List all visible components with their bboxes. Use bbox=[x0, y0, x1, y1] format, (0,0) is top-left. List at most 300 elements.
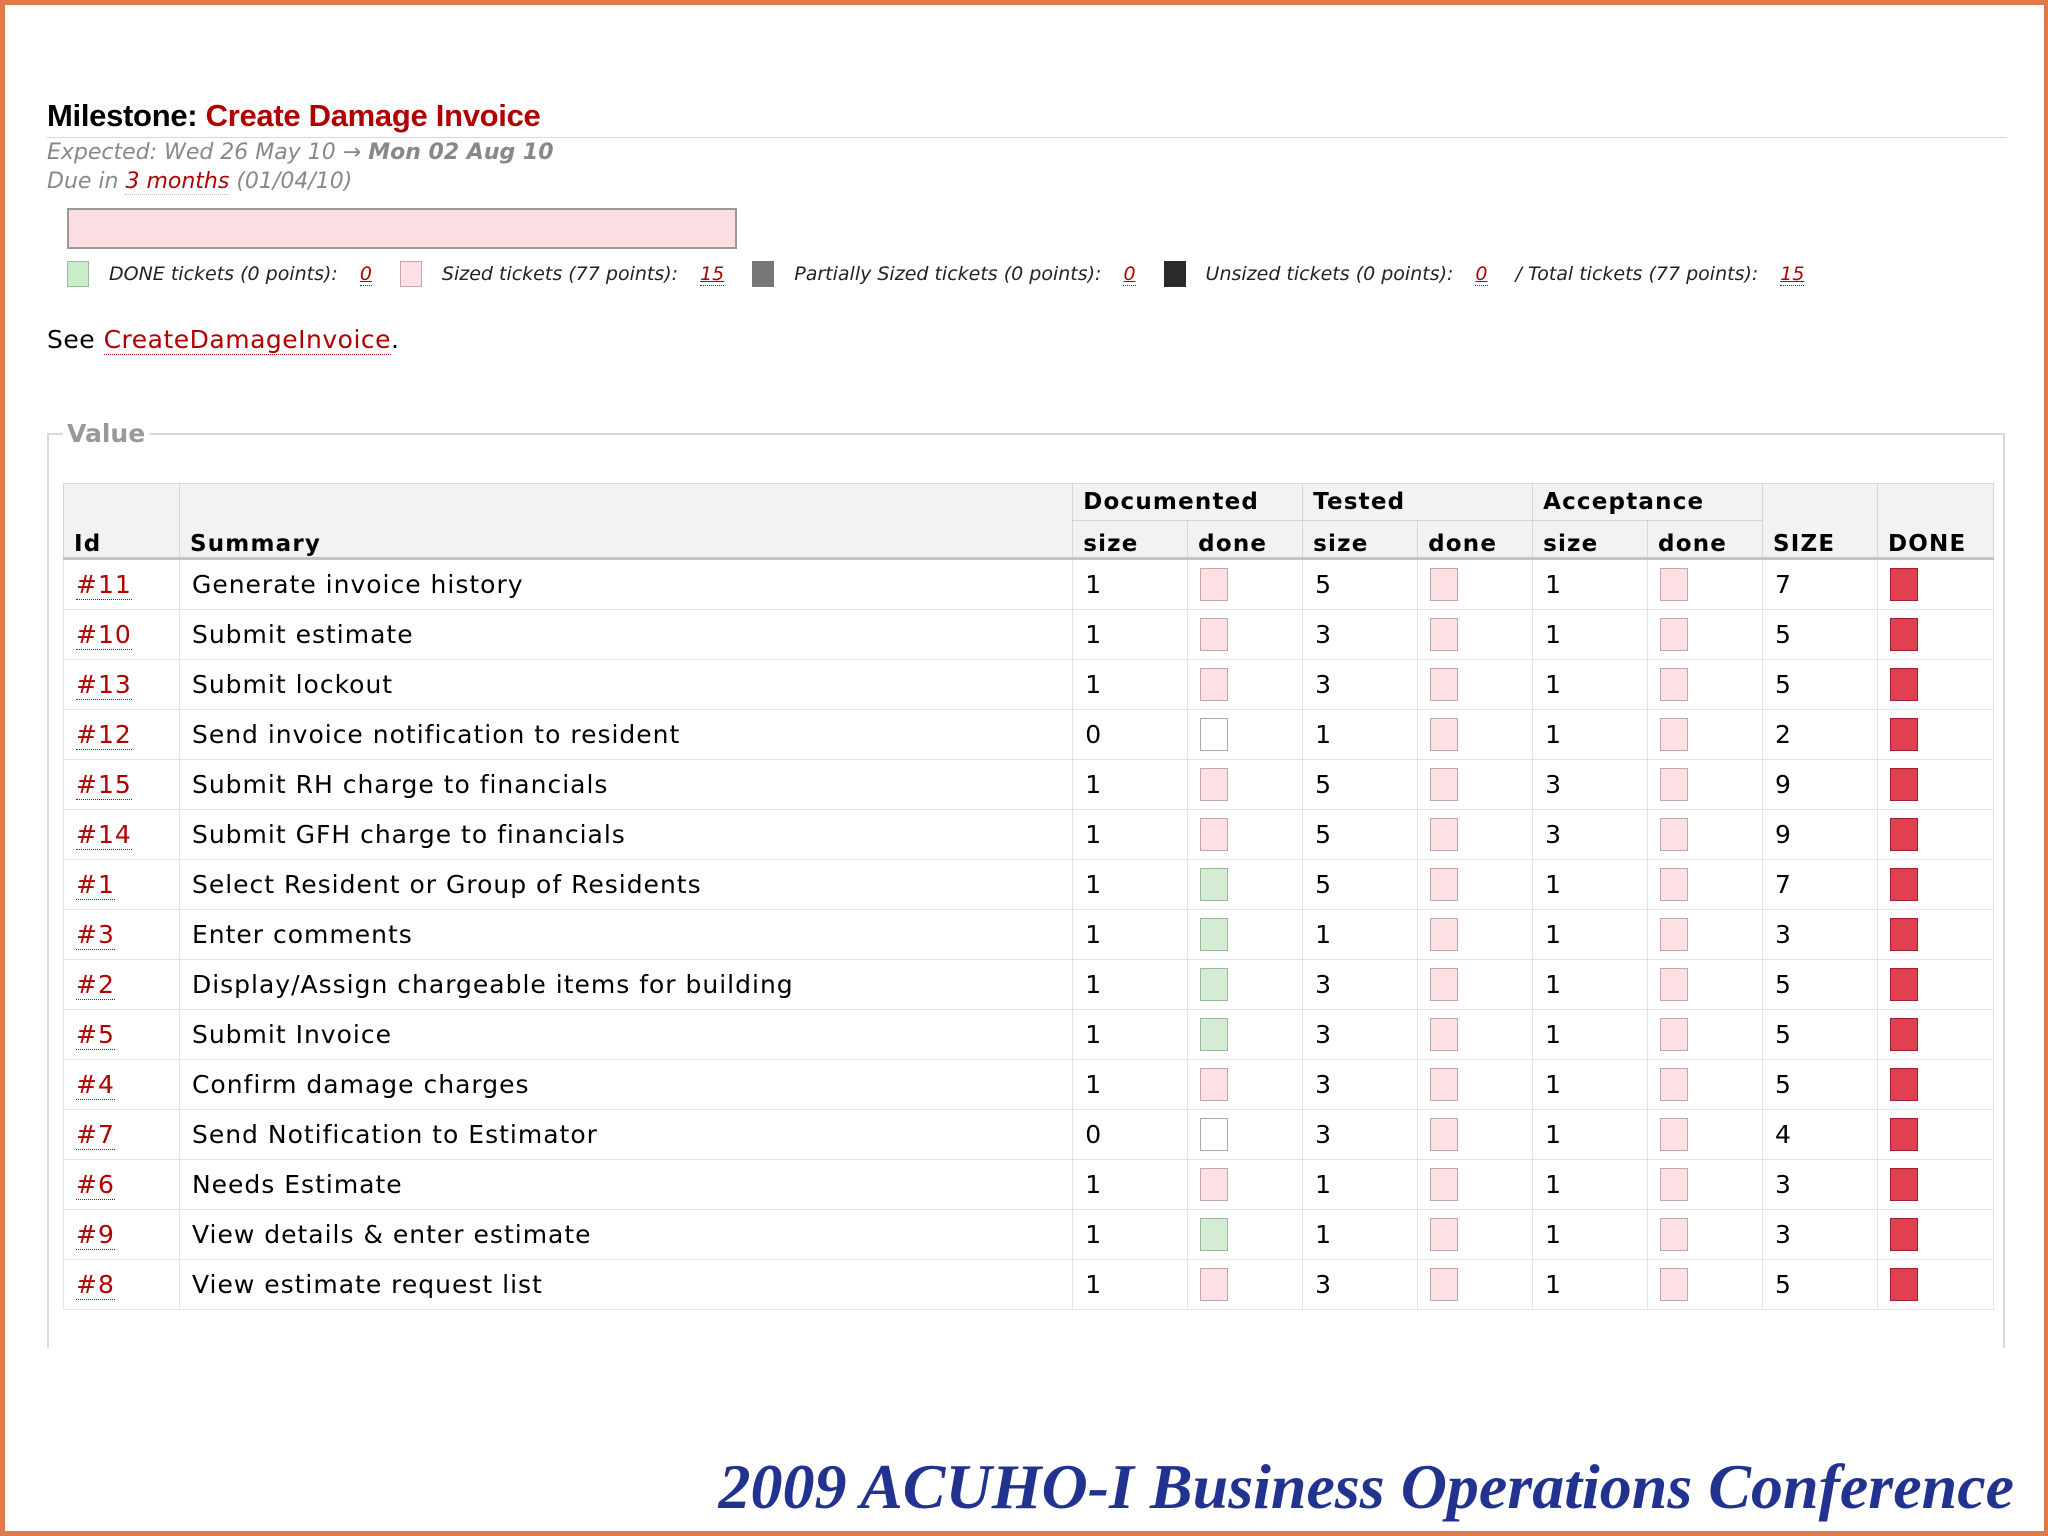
table-row bbox=[64, 610, 1994, 660]
header-id-top bbox=[64, 484, 180, 521]
acceptance-size: 1 bbox=[1545, 1070, 1562, 1099]
acceptance-size-cell bbox=[1533, 1160, 1648, 1210]
documented-done-checkbox-cell bbox=[1188, 760, 1303, 810]
documented-done-checkbox-cell bbox=[1188, 710, 1303, 760]
ticket-summary-cell bbox=[179, 660, 1072, 710]
tested-done-checkbox[interactable] bbox=[1430, 968, 1458, 1001]
tested-size: 3 bbox=[1315, 620, 1333, 649]
documented-done-checkbox-cell bbox=[1188, 660, 1303, 710]
acceptance-size: 1 bbox=[1545, 970, 1562, 999]
documented-done-checkbox-cell bbox=[1188, 610, 1303, 660]
table-row bbox=[64, 910, 1994, 960]
tickets-table-body bbox=[64, 559, 1994, 1310]
total-size-cell bbox=[1763, 810, 1878, 860]
documented-done-checkbox[interactable] bbox=[1200, 568, 1228, 601]
total-done-checkbox[interactable] bbox=[1890, 568, 1918, 601]
tested-done-checkbox[interactable] bbox=[1430, 718, 1458, 751]
tested-size-cell bbox=[1303, 559, 1418, 610]
total-done-checkbox[interactable] bbox=[1890, 618, 1918, 651]
acceptance-size: 1 bbox=[1545, 620, 1562, 649]
ticket-id-link[interactable]: #15 bbox=[76, 770, 132, 799]
expected-start: Wed 26 May 10 bbox=[164, 140, 336, 165]
tested-done-checkbox-cell bbox=[1418, 910, 1533, 960]
header-size-top bbox=[1763, 484, 1878, 521]
total-done-checkbox[interactable] bbox=[1890, 1268, 1918, 1301]
ticket-summary: Select Resident or Group of Residents bbox=[191, 870, 702, 899]
ticket-summary-cell bbox=[179, 710, 1072, 760]
acceptance-size-cell bbox=[1533, 660, 1648, 710]
total-size: 9 bbox=[1775, 770, 1792, 799]
tested-done-checkbox-cell bbox=[1418, 1060, 1533, 1110]
acceptance-done-checkbox[interactable] bbox=[1660, 1168, 1688, 1201]
tested-size: 3 bbox=[1315, 670, 1333, 699]
acceptance-done-checkbox[interactable] bbox=[1660, 668, 1688, 701]
total-done-checkbox[interactable] bbox=[1890, 768, 1918, 801]
total-done-checkbox-cell bbox=[1877, 1160, 1993, 1210]
tested-done-checkbox[interactable] bbox=[1430, 1068, 1458, 1101]
tested-size-cell bbox=[1303, 810, 1418, 860]
total-size: 5 bbox=[1775, 1070, 1792, 1099]
ticket-summary: Send Notification to Estimator bbox=[191, 1120, 598, 1149]
total-size-cell bbox=[1763, 1010, 1878, 1060]
due-link[interactable]: 3 months bbox=[125, 169, 230, 194]
table-row bbox=[64, 760, 1994, 810]
table-row bbox=[64, 1260, 1994, 1310]
acceptance-done-checkbox-cell bbox=[1648, 860, 1763, 910]
acceptance-done-checkbox[interactable] bbox=[1660, 868, 1688, 901]
ticket-summary-cell bbox=[179, 559, 1072, 610]
tested-done-checkbox-cell bbox=[1418, 1210, 1533, 1260]
ticket-summary-cell bbox=[179, 1110, 1072, 1160]
documented-done-checkbox[interactable] bbox=[1200, 868, 1228, 901]
tested-size-cell bbox=[1303, 610, 1418, 660]
table-row bbox=[64, 1110, 1994, 1160]
total-done-checkbox[interactable] bbox=[1890, 1118, 1918, 1151]
header-total-done[interactable]: DONE bbox=[1877, 521, 1993, 559]
ticket-summary: Submit lockout bbox=[191, 670, 394, 699]
documented-size-cell bbox=[1073, 1160, 1188, 1210]
documented-done-checkbox[interactable] bbox=[1200, 1268, 1228, 1301]
tested-size-cell bbox=[1303, 1010, 1418, 1060]
tested-done-checkbox-cell bbox=[1418, 1260, 1533, 1310]
total-done-checkbox[interactable] bbox=[1890, 1068, 1918, 1101]
total-done-checkbox-cell bbox=[1877, 660, 1993, 710]
acceptance-size: 3 bbox=[1545, 820, 1562, 849]
documented-size-cell bbox=[1073, 1110, 1188, 1160]
arrow-icon: → bbox=[342, 140, 362, 165]
documented-done-checkbox-cell bbox=[1188, 1210, 1303, 1260]
tested-done-checkbox[interactable] bbox=[1430, 768, 1458, 801]
acceptance-size: 1 bbox=[1545, 920, 1562, 949]
table-row bbox=[64, 960, 1994, 1010]
tested-size: 1 bbox=[1315, 920, 1333, 949]
ticket-id-link[interactable]: #7 bbox=[76, 1120, 115, 1149]
documented-done-checkbox[interactable] bbox=[1200, 1068, 1228, 1101]
tested-size-cell bbox=[1303, 710, 1418, 760]
documented-done-checkbox-cell bbox=[1188, 1110, 1303, 1160]
total-done-checkbox[interactable] bbox=[1890, 1218, 1918, 1251]
header-acceptance-size[interactable]: size bbox=[1533, 521, 1648, 559]
tested-size: 1 bbox=[1315, 720, 1333, 749]
acceptance-size: 1 bbox=[1545, 1120, 1562, 1149]
acceptance-done-checkbox[interactable] bbox=[1660, 1268, 1688, 1301]
tested-done-checkbox[interactable] bbox=[1430, 668, 1458, 701]
total-done-checkbox[interactable] bbox=[1890, 918, 1918, 951]
documented-size-cell bbox=[1073, 910, 1188, 960]
documented-size-cell bbox=[1073, 1260, 1188, 1310]
ticket-id-link-cell bbox=[64, 660, 180, 710]
total-size: 5 bbox=[1775, 970, 1792, 999]
documented-done-checkbox[interactable] bbox=[1200, 668, 1228, 701]
documented-size: 1 bbox=[1085, 670, 1103, 699]
header-summary-top bbox=[179, 484, 1072, 521]
total-done-checkbox-cell bbox=[1877, 1060, 1993, 1110]
acceptance-size-cell bbox=[1533, 910, 1648, 960]
acceptance-size-cell bbox=[1533, 760, 1648, 810]
ticket-id-link-cell bbox=[64, 1210, 180, 1260]
ticket-id-link-cell bbox=[64, 1060, 180, 1110]
acceptance-done-checkbox[interactable] bbox=[1660, 818, 1688, 851]
sized-tickets-count[interactable]: 15 bbox=[700, 262, 725, 285]
ticket-id-link[interactable]: #10 bbox=[76, 620, 132, 649]
total-size: 5 bbox=[1775, 620, 1792, 649]
acceptance-done-checkbox[interactable] bbox=[1660, 968, 1688, 1001]
total-size-cell bbox=[1763, 710, 1878, 760]
milestone-dates bbox=[47, 138, 2007, 196]
see-suffix: . bbox=[391, 325, 400, 354]
acceptance-size: 3 bbox=[1545, 770, 1562, 799]
documented-size: 1 bbox=[1085, 820, 1103, 849]
total-done-checkbox-cell bbox=[1877, 1260, 1993, 1310]
total-size: 4 bbox=[1775, 1120, 1792, 1149]
tested-done-checkbox-cell bbox=[1418, 760, 1533, 810]
ticket-id-link[interactable]: #2 bbox=[76, 970, 115, 999]
ticket-summary: Submit RH charge to financials bbox=[191, 770, 609, 799]
ticket-id-link[interactable]: #11 bbox=[76, 570, 132, 599]
tested-done-checkbox[interactable] bbox=[1430, 1118, 1458, 1151]
total-done-checkbox-cell bbox=[1877, 1210, 1993, 1260]
header-documented-done[interactable]: done bbox=[1188, 521, 1303, 559]
ticket-summary-cell bbox=[179, 1010, 1072, 1060]
milestone-header bbox=[47, 96, 2007, 138]
total-done-checkbox[interactable] bbox=[1890, 718, 1918, 751]
total-done-checkbox[interactable] bbox=[1890, 1018, 1918, 1051]
total-tickets-count[interactable]: 15 bbox=[1780, 262, 1805, 285]
documented-done-checkbox[interactable] bbox=[1200, 618, 1228, 651]
documented-size: 1 bbox=[1085, 570, 1103, 599]
tested-size: 3 bbox=[1315, 1020, 1333, 1049]
tested-size: 1 bbox=[1315, 1170, 1333, 1199]
unsized-tickets-count[interactable]: 0 bbox=[1475, 262, 1488, 285]
total-size: 9 bbox=[1775, 820, 1792, 849]
acceptance-done-checkbox[interactable] bbox=[1660, 568, 1688, 601]
acceptance-done-checkbox[interactable] bbox=[1660, 1068, 1688, 1101]
ticket-id-link-cell bbox=[64, 559, 180, 610]
total-size-cell bbox=[1763, 960, 1878, 1010]
total-size-cell bbox=[1763, 660, 1878, 710]
tested-done-checkbox-cell bbox=[1418, 610, 1533, 660]
tested-size-cell bbox=[1303, 1060, 1418, 1110]
tested-size: 3 bbox=[1315, 1070, 1333, 1099]
ticket-id-link[interactable]: #12 bbox=[76, 720, 132, 749]
milestone-title bbox=[47, 98, 540, 134]
ticket-id-link-cell bbox=[64, 610, 180, 660]
milestone-name: Create Damage Invoice bbox=[205, 98, 541, 133]
ticket-id-link[interactable]: #9 bbox=[76, 1220, 115, 1249]
documented-done-checkbox[interactable] bbox=[1200, 1118, 1228, 1151]
acceptance-size-cell bbox=[1533, 1010, 1648, 1060]
documented-size-cell bbox=[1073, 760, 1188, 810]
documented-size-cell bbox=[1073, 960, 1188, 1010]
total-done-checkbox[interactable] bbox=[1890, 668, 1918, 701]
documented-done-checkbox[interactable] bbox=[1200, 968, 1228, 1001]
total-done-checkbox-cell bbox=[1877, 860, 1993, 910]
total-size: 5 bbox=[1775, 1270, 1792, 1299]
total-done-checkbox[interactable] bbox=[1890, 868, 1918, 901]
tested-done-checkbox-cell bbox=[1418, 710, 1533, 760]
header-acceptance[interactable]: Acceptance bbox=[1533, 484, 1763, 521]
acceptance-done-checkbox[interactable] bbox=[1660, 918, 1688, 951]
total-done-checkbox-cell bbox=[1877, 760, 1993, 810]
tested-done-checkbox[interactable] bbox=[1430, 1218, 1458, 1251]
ticket-id-link-cell bbox=[64, 910, 180, 960]
acceptance-done-checkbox-cell bbox=[1648, 1260, 1763, 1310]
acceptance-done-checkbox[interactable] bbox=[1660, 1018, 1688, 1051]
acceptance-done-checkbox-cell bbox=[1648, 1160, 1763, 1210]
total-done-checkbox[interactable] bbox=[1890, 818, 1918, 851]
header-tested-done[interactable]: done bbox=[1418, 521, 1533, 559]
tested-done-checkbox-cell bbox=[1418, 1160, 1533, 1210]
documented-done-checkbox-cell bbox=[1188, 910, 1303, 960]
acceptance-done-checkbox-cell bbox=[1648, 559, 1763, 610]
tested-size: 5 bbox=[1315, 870, 1333, 899]
documented-size: 1 bbox=[1085, 1070, 1103, 1099]
expected-end: Mon 02 Aug 10 bbox=[368, 140, 554, 165]
ticket-summary-cell bbox=[179, 1260, 1072, 1310]
ticket-summary: Display/Assign chargeable items for building bbox=[191, 970, 794, 999]
conference-footer: 2009 ACUHO-I Business Operations Conference bbox=[718, 1451, 2014, 1522]
total-done-checkbox-cell bbox=[1877, 559, 1993, 610]
acceptance-size-cell bbox=[1533, 810, 1648, 860]
due-label: Due in bbox=[47, 169, 119, 194]
header-tested[interactable]: Tested bbox=[1303, 484, 1533, 521]
header-id[interactable]: Id bbox=[64, 521, 180, 559]
acceptance-size-cell bbox=[1533, 1110, 1648, 1160]
acceptance-done-checkbox[interactable] bbox=[1660, 768, 1688, 801]
tested-done-checkbox-cell bbox=[1418, 860, 1533, 910]
tested-done-checkbox[interactable] bbox=[1430, 568, 1458, 601]
documented-size: 1 bbox=[1085, 870, 1103, 899]
ticket-summary: View details & enter estimate bbox=[191, 1220, 592, 1249]
documented-done-checkbox[interactable] bbox=[1200, 818, 1228, 851]
tested-size-cell bbox=[1303, 1110, 1418, 1160]
acceptance-size-cell bbox=[1533, 860, 1648, 910]
expected-label: Expected: bbox=[47, 140, 158, 165]
tested-size: 3 bbox=[1315, 1270, 1333, 1299]
ticket-id-link[interactable]: #8 bbox=[76, 1270, 115, 1299]
tested-done-checkbox-cell bbox=[1418, 1110, 1533, 1160]
acceptance-done-checkbox[interactable] bbox=[1660, 718, 1688, 751]
unsized-swatch bbox=[1164, 261, 1186, 287]
header-documented-size[interactable]: size bbox=[1073, 521, 1188, 559]
total-size-cell bbox=[1763, 1160, 1878, 1210]
tickets-table bbox=[63, 483, 1994, 1310]
tested-size-cell bbox=[1303, 1210, 1418, 1260]
documented-size: 0 bbox=[1085, 720, 1103, 749]
documented-size: 1 bbox=[1085, 970, 1103, 999]
acceptance-done-checkbox-cell bbox=[1648, 1210, 1763, 1260]
tested-size: 3 bbox=[1315, 1120, 1333, 1149]
total-size-cell bbox=[1763, 1110, 1878, 1160]
ticket-id-link[interactable]: #5 bbox=[76, 1020, 115, 1049]
documented-size: 0 bbox=[1085, 1120, 1103, 1149]
documented-done-checkbox[interactable] bbox=[1200, 1018, 1228, 1051]
tested-done-checkbox-cell bbox=[1418, 660, 1533, 710]
tested-done-checkbox[interactable] bbox=[1430, 1168, 1458, 1201]
ticket-id-link-cell bbox=[64, 1010, 180, 1060]
acceptance-done-checkbox[interactable] bbox=[1660, 1218, 1688, 1251]
table-row bbox=[64, 1210, 1994, 1260]
acceptance-size: 1 bbox=[1545, 570, 1562, 599]
total-done-checkbox-cell bbox=[1877, 610, 1993, 660]
total-size-cell bbox=[1763, 1060, 1878, 1110]
documented-done-checkbox[interactable] bbox=[1200, 718, 1228, 751]
acceptance-done-checkbox[interactable] bbox=[1660, 1118, 1688, 1151]
total-done-checkbox-cell bbox=[1877, 910, 1993, 960]
acceptance-done-checkbox-cell bbox=[1648, 1060, 1763, 1110]
acceptance-size-cell bbox=[1533, 960, 1648, 1010]
done-tickets-count[interactable]: 0 bbox=[359, 262, 372, 285]
total-tickets-label: / Total tickets (77 points): bbox=[1515, 263, 1759, 285]
documented-size: 1 bbox=[1085, 770, 1103, 799]
total-done-checkbox[interactable] bbox=[1890, 1168, 1918, 1201]
total-done-checkbox-cell bbox=[1877, 1110, 1993, 1160]
acceptance-size-cell bbox=[1533, 610, 1648, 660]
total-size-cell bbox=[1763, 860, 1878, 910]
ticket-id-link[interactable]: #14 bbox=[76, 820, 132, 849]
tested-done-checkbox-cell bbox=[1418, 810, 1533, 860]
header-done-top bbox=[1877, 484, 1993, 521]
header-documented[interactable]: Documented bbox=[1073, 484, 1303, 521]
documented-done-checkbox-cell bbox=[1188, 1010, 1303, 1060]
ticket-id-link[interactable]: #1 bbox=[76, 870, 115, 899]
value-fieldset bbox=[47, 419, 2005, 1348]
unsized-tickets-label: Unsized tickets (0 points): bbox=[1205, 263, 1454, 285]
ticket-summary-cell bbox=[179, 1160, 1072, 1210]
acceptance-size: 1 bbox=[1545, 1270, 1562, 1299]
ticket-summary: Needs Estimate bbox=[191, 1170, 403, 1199]
tested-done-checkbox[interactable] bbox=[1430, 918, 1458, 951]
acceptance-done-checkbox-cell bbox=[1648, 760, 1763, 810]
ticket-id-link[interactable]: #13 bbox=[76, 670, 132, 699]
documented-size-cell bbox=[1073, 1060, 1188, 1110]
ticket-summary-cell bbox=[179, 1060, 1072, 1110]
total-size-cell bbox=[1763, 1210, 1878, 1260]
total-size: 2 bbox=[1775, 720, 1792, 749]
total-size-cell bbox=[1763, 760, 1878, 810]
header-acceptance-done[interactable]: done bbox=[1648, 521, 1763, 559]
documented-done-checkbox[interactable] bbox=[1200, 1168, 1228, 1201]
total-size: 5 bbox=[1775, 1020, 1792, 1049]
documented-done-checkbox[interactable] bbox=[1200, 768, 1228, 801]
documented-done-checkbox[interactable] bbox=[1200, 918, 1228, 951]
milestone-label: Milestone: bbox=[47, 98, 198, 133]
documented-size-cell bbox=[1073, 1010, 1188, 1060]
total-size-cell bbox=[1763, 610, 1878, 660]
total-done-checkbox-cell bbox=[1877, 810, 1993, 860]
total-done-checkbox[interactable] bbox=[1890, 968, 1918, 1001]
sized-tickets-label: Sized tickets (77 points): bbox=[441, 263, 679, 285]
documented-size-cell bbox=[1073, 559, 1188, 610]
header-tested-size[interactable]: size bbox=[1303, 521, 1418, 559]
ticket-id-link-cell bbox=[64, 860, 180, 910]
wiki-link[interactable]: CreateDamageInvoice bbox=[103, 325, 392, 354]
table-row bbox=[64, 810, 1994, 860]
tested-done-checkbox[interactable] bbox=[1430, 1268, 1458, 1301]
tested-done-checkbox[interactable] bbox=[1430, 618, 1458, 651]
tested-size-cell bbox=[1303, 960, 1418, 1010]
documented-size: 1 bbox=[1085, 1170, 1103, 1199]
acceptance-done-checkbox-cell bbox=[1648, 960, 1763, 1010]
tested-size: 3 bbox=[1315, 970, 1333, 999]
documented-size-cell bbox=[1073, 1210, 1188, 1260]
milestone-page bbox=[47, 96, 2007, 1299]
total-size: 5 bbox=[1775, 670, 1792, 699]
total-done-checkbox-cell bbox=[1877, 1010, 1993, 1060]
see-prefix: See bbox=[47, 325, 96, 354]
ticket-summary-cell bbox=[179, 960, 1072, 1010]
acceptance-done-checkbox-cell bbox=[1648, 710, 1763, 760]
tested-size-cell bbox=[1303, 1260, 1418, 1310]
header-summary[interactable]: Summary bbox=[179, 521, 1072, 559]
tested-size-cell bbox=[1303, 660, 1418, 710]
ticket-id-link[interactable]: #6 bbox=[76, 1170, 115, 1199]
total-done-checkbox-cell bbox=[1877, 710, 1993, 760]
documented-done-checkbox-cell bbox=[1188, 860, 1303, 910]
documented-done-checkbox-cell bbox=[1188, 1060, 1303, 1110]
ticket-summary-cell bbox=[179, 810, 1072, 860]
partial-tickets-count[interactable]: 0 bbox=[1123, 262, 1136, 285]
ticket-id-link[interactable]: #4 bbox=[76, 1070, 115, 1099]
acceptance-done-checkbox[interactable] bbox=[1660, 618, 1688, 651]
table-row bbox=[64, 660, 1994, 710]
milestone-progress-bar bbox=[67, 208, 737, 249]
documented-size: 1 bbox=[1085, 1020, 1103, 1049]
tested-done-checkbox[interactable] bbox=[1430, 818, 1458, 851]
ticket-summary: Confirm damage charges bbox=[191, 1070, 530, 1099]
table-row bbox=[64, 1160, 1994, 1210]
ticket-summary: Generate invoice history bbox=[191, 570, 524, 599]
documented-done-checkbox[interactable] bbox=[1200, 1218, 1228, 1251]
acceptance-done-checkbox-cell bbox=[1648, 1010, 1763, 1060]
table-row bbox=[64, 710, 1994, 760]
documented-size: 1 bbox=[1085, 620, 1103, 649]
documented-done-checkbox-cell bbox=[1188, 1260, 1303, 1310]
header-total-size[interactable]: SIZE bbox=[1763, 521, 1878, 559]
acceptance-size-cell bbox=[1533, 710, 1648, 760]
total-size: 3 bbox=[1775, 1170, 1792, 1199]
documented-size-cell bbox=[1073, 860, 1188, 910]
documented-done-checkbox-cell bbox=[1188, 559, 1303, 610]
documented-size-cell bbox=[1073, 810, 1188, 860]
tested-done-checkbox[interactable] bbox=[1430, 868, 1458, 901]
ticket-summary: Submit estimate bbox=[191, 620, 414, 649]
tested-size-cell bbox=[1303, 910, 1418, 960]
ticket-id-link[interactable]: #3 bbox=[76, 920, 115, 949]
tested-done-checkbox-cell bbox=[1418, 960, 1533, 1010]
tested-done-checkbox[interactable] bbox=[1430, 1018, 1458, 1051]
acceptance-done-checkbox-cell bbox=[1648, 810, 1763, 860]
